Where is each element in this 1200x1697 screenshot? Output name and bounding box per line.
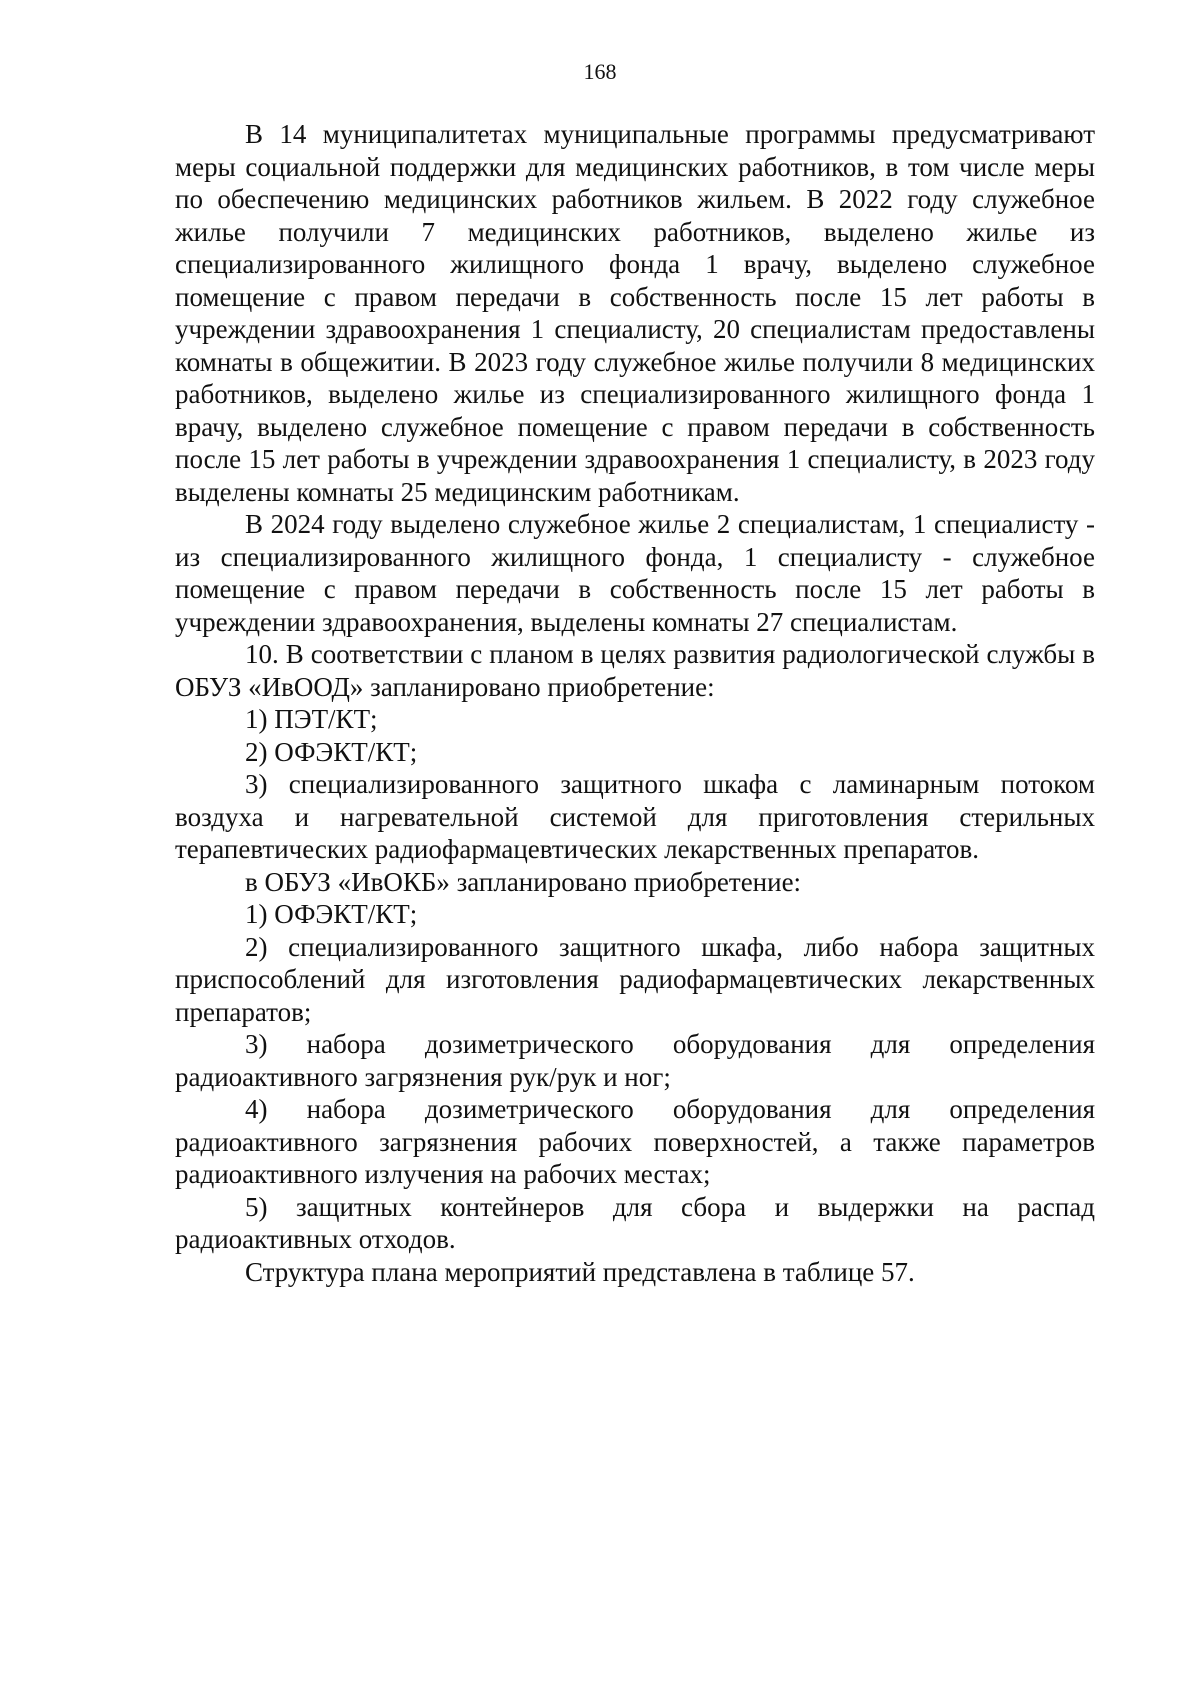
paragraph-housing-2022-2023: В 14 муниципалитетах муниципальные программы предусматривают меры социальной поддержки для медицинских работников, в том числе меры по обеспечению медицинских работников жильем. В 2022 году служебное жилье получили 7 медицинских работников, выделено жилье из специализированного жилищного фонда 1 врачу, выделено служебное помещение с правом передачи в собственность после 15 лет работы в учреждении здравоохранения 1 специалисту, 20 специалистам предоставлены комнаты в общежитии. В 2023 году служебное жилье получили 8 медицинских работников, выделено жилье из специализированного жилищного фонда 1 врачу, выделено служебное помещение с правом передачи в собственность после 15 лет работы в учреждении здравоохранения 1 специалисту, в 2023 году выделены комнаты 25 медицинским работникам. <box>175 119 1095 507</box>
page-number: 168 <box>583 59 617 84</box>
list-item: 1) ОФЭКТ/КТ; <box>245 899 418 929</box>
list-item: 4) набора дозиметрического оборудования для определения радиоактивного загрязнения рабочих поверхностей, а также параметров радиоактивного излучения на рабочих местах; <box>175 1094 1095 1189</box>
paragraph-radiology-plan: 10. В соответствии с планом в целях развития радиологической службы в ОБУЗ «ИвООД» запланировано приобретение: <box>175 639 1095 702</box>
paragraph-table-reference: Структура плана мероприятий представлена в таблице 57. <box>245 1256 915 1287</box>
list-item: 3) набора дозиметрического оборудования для определения радиоактивного загрязнения рук/рук и ног; <box>175 1029 1095 1092</box>
body-text <box>175 118 1095 1288</box>
list-item: 3) специализированного защитного шкафа с ламинарным потоком воздуха и нагревательной системой для приготовления стерильных терапевтических радиофармацевтических лекарственных препаратов. <box>175 769 1095 864</box>
paragraph-ivokb-plan: в ОБУЗ «ИвОКБ» запланировано приобретение: <box>245 866 802 897</box>
list-item: 2) ОФЭКТ/КТ; <box>245 736 418 767</box>
list-item: 2) специализированного защитного шкафа, либо набора защитных приспособлений для изготовления радиофармацевтических лекарственных препаратов; <box>175 931 1095 1027</box>
list-item: 1) ПЭТ/КТ; <box>245 704 378 734</box>
list-item: 5) защитных контейнеров для сбора и выдержки на распад радиоактивных отходов. <box>175 1191 1095 1254</box>
paragraph-housing-2024: В 2024 году выделено служебное жилье 2 специалистам, 1 специалисту - из специализированного жилищного фонда, 1 специалисту - служебное помещение с правом передачи в собственность после 15 лет работы в учреждении здравоохранения, выделены комнаты 27 специалистам. <box>175 509 1095 637</box>
